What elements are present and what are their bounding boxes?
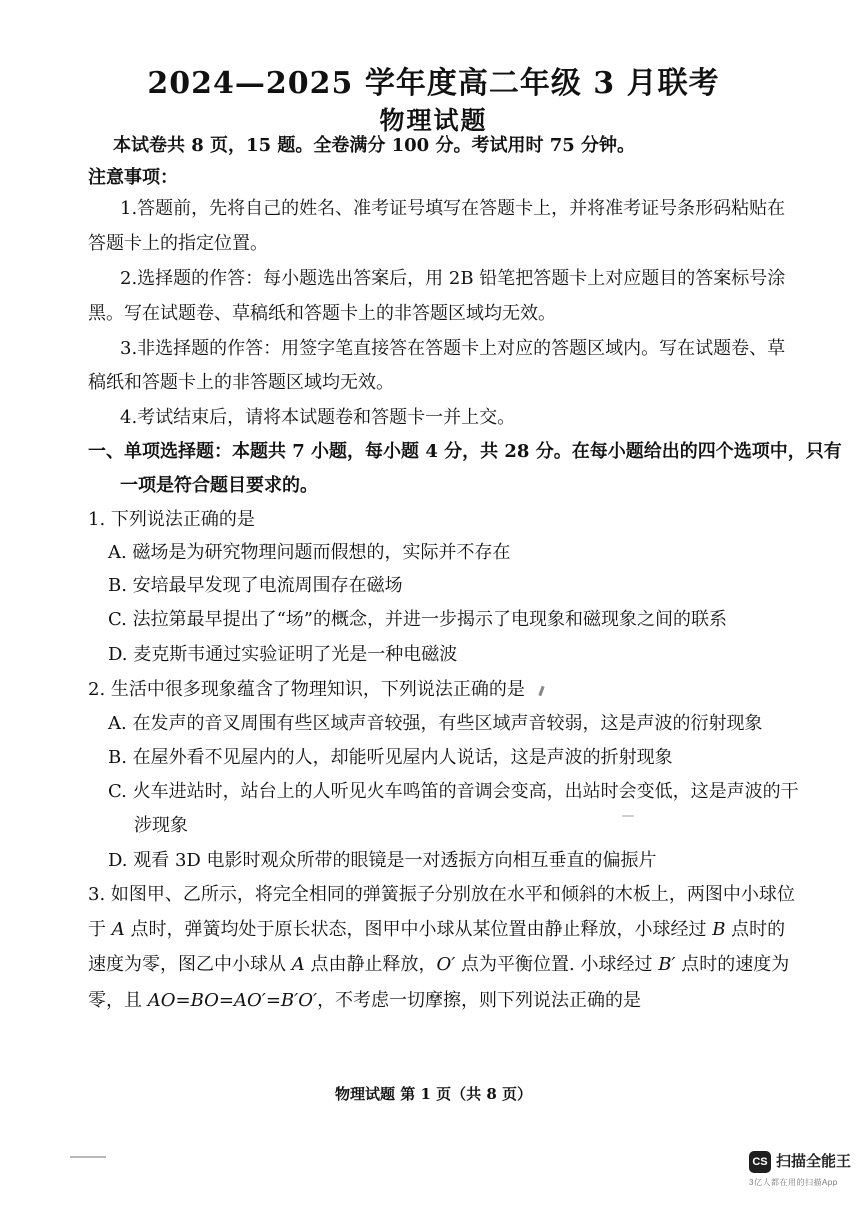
question-2-option-a: A. 在发声的音叉周围有些区域声音较强，有些区域声音较弱，这是声波的衍射现象: [108, 713, 763, 734]
notice-line: 稿纸和答题卡上的非答题区域均无效。: [88, 372, 394, 393]
question-2-option-c: C. 火车进站时，站台上的人听见火车鸣笛的音调会变高，出站时会变低，这是声波的干: [108, 781, 799, 802]
notice-heading: 注意事项：: [88, 167, 178, 188]
scanner-app-name: 扫描全能王: [776, 1153, 852, 1170]
notice-line: 黑。写在试题卷、草稿纸和答题卡上的非答题区域均无效。: [88, 303, 556, 324]
exam-title: 2024—2025 学年度高二年级 3 月联考: [147, 66, 720, 101]
camscanner-logo-icon: CS: [749, 1151, 771, 1173]
question-1-option-c: C. 法拉第最早提出了“场”的概念，并进一步揭示了电现象和磁现象之间的联系: [108, 609, 727, 630]
question-3-line-2: 于 A 点时，弹簧均处于原长状态，图甲中小球从某位置由静止释放，小球经过 B 点时的: [88, 919, 786, 940]
page-footer: 物理试题 第 1 页（共 8 页）: [335, 1085, 532, 1103]
stray-scan-mark: [622, 815, 634, 817]
question-2-option-d: D. 观看 3D 电影时观众所带的眼镜是一对透振方向相互垂直的偏振片: [108, 850, 657, 871]
question-3-line-4: 零，且 AO=BO=AO′=B′O′，不考虑一切摩擦，则下列说法正确的是: [88, 990, 642, 1011]
notice-line: 3.非选择题的作答：用签字笔直接答在答题卡上对应的答题区域内。写在试题卷、草: [120, 338, 786, 359]
stray-pen-mark: [538, 686, 544, 696]
scanner-watermark: [749, 1148, 859, 1192]
scanner-tagline: 3亿人都在用的扫描App: [749, 1178, 838, 1187]
question-2-option-b: B. 在屋外看不见屋内的人，却能听见屋内人说话，这是声波的折射现象: [108, 747, 673, 768]
question-1-option-d: D. 麦克斯韦通过实验证明了光是一种电磁波: [108, 644, 458, 665]
exam-subtitle: 物理试题: [379, 106, 488, 135]
notice-line: 1.答题前，先将自己的姓名、准考证号填写在答题卡上，并将准考证号条形码粘贴在: [120, 198, 786, 219]
notice-line: 答题卡上的指定位置。: [88, 233, 268, 254]
question-1-option-b: B. 安培最早发现了电流周围存在磁场: [108, 575, 403, 596]
question-1-stem: 1. 下列说法正确的是: [88, 509, 255, 530]
section-heading-cont: 一项是符合题目要求的。: [120, 475, 318, 496]
question-2-option-c-cont: 涉现象: [134, 815, 188, 836]
notice-line: 2.选择题的作答：每小题选出答案后，用 2B 铅笔把答题卡上对应题目的答案标号涂: [120, 268, 786, 289]
question-3-line-1: 3. 如图甲、乙所示，将完全相同的弹簧振子分别放在水平和倾斜的木板上，两图中小球位: [88, 884, 795, 905]
question-3-line-3: 速度为零，图乙中小球从 A 点由静止释放，O′ 点为平衡位置. 小球经过 B′ 点时的速度为: [88, 954, 790, 975]
section-heading: 一、单项选择题：本题共 7 小题，每小题 4 分，共 28 分。在每小题给出的四个选项中，只有: [88, 441, 842, 462]
question-1-option-a: A. 磁场是为研究物理问题而假想的，实际并不存在: [108, 542, 511, 563]
scan-edge-mark: [70, 1156, 106, 1158]
exam-intro: 本试卷共 8 页，15 题。全卷满分 100 分。考试用时 75 分钟。: [113, 135, 636, 156]
notice-line: 4.考试结束后，请将本试题卷和答题卡一并上交。: [120, 407, 516, 428]
question-2-stem: 2. 生活中很多现象蕴含了物理知识，下列说法正确的是: [88, 679, 525, 700]
